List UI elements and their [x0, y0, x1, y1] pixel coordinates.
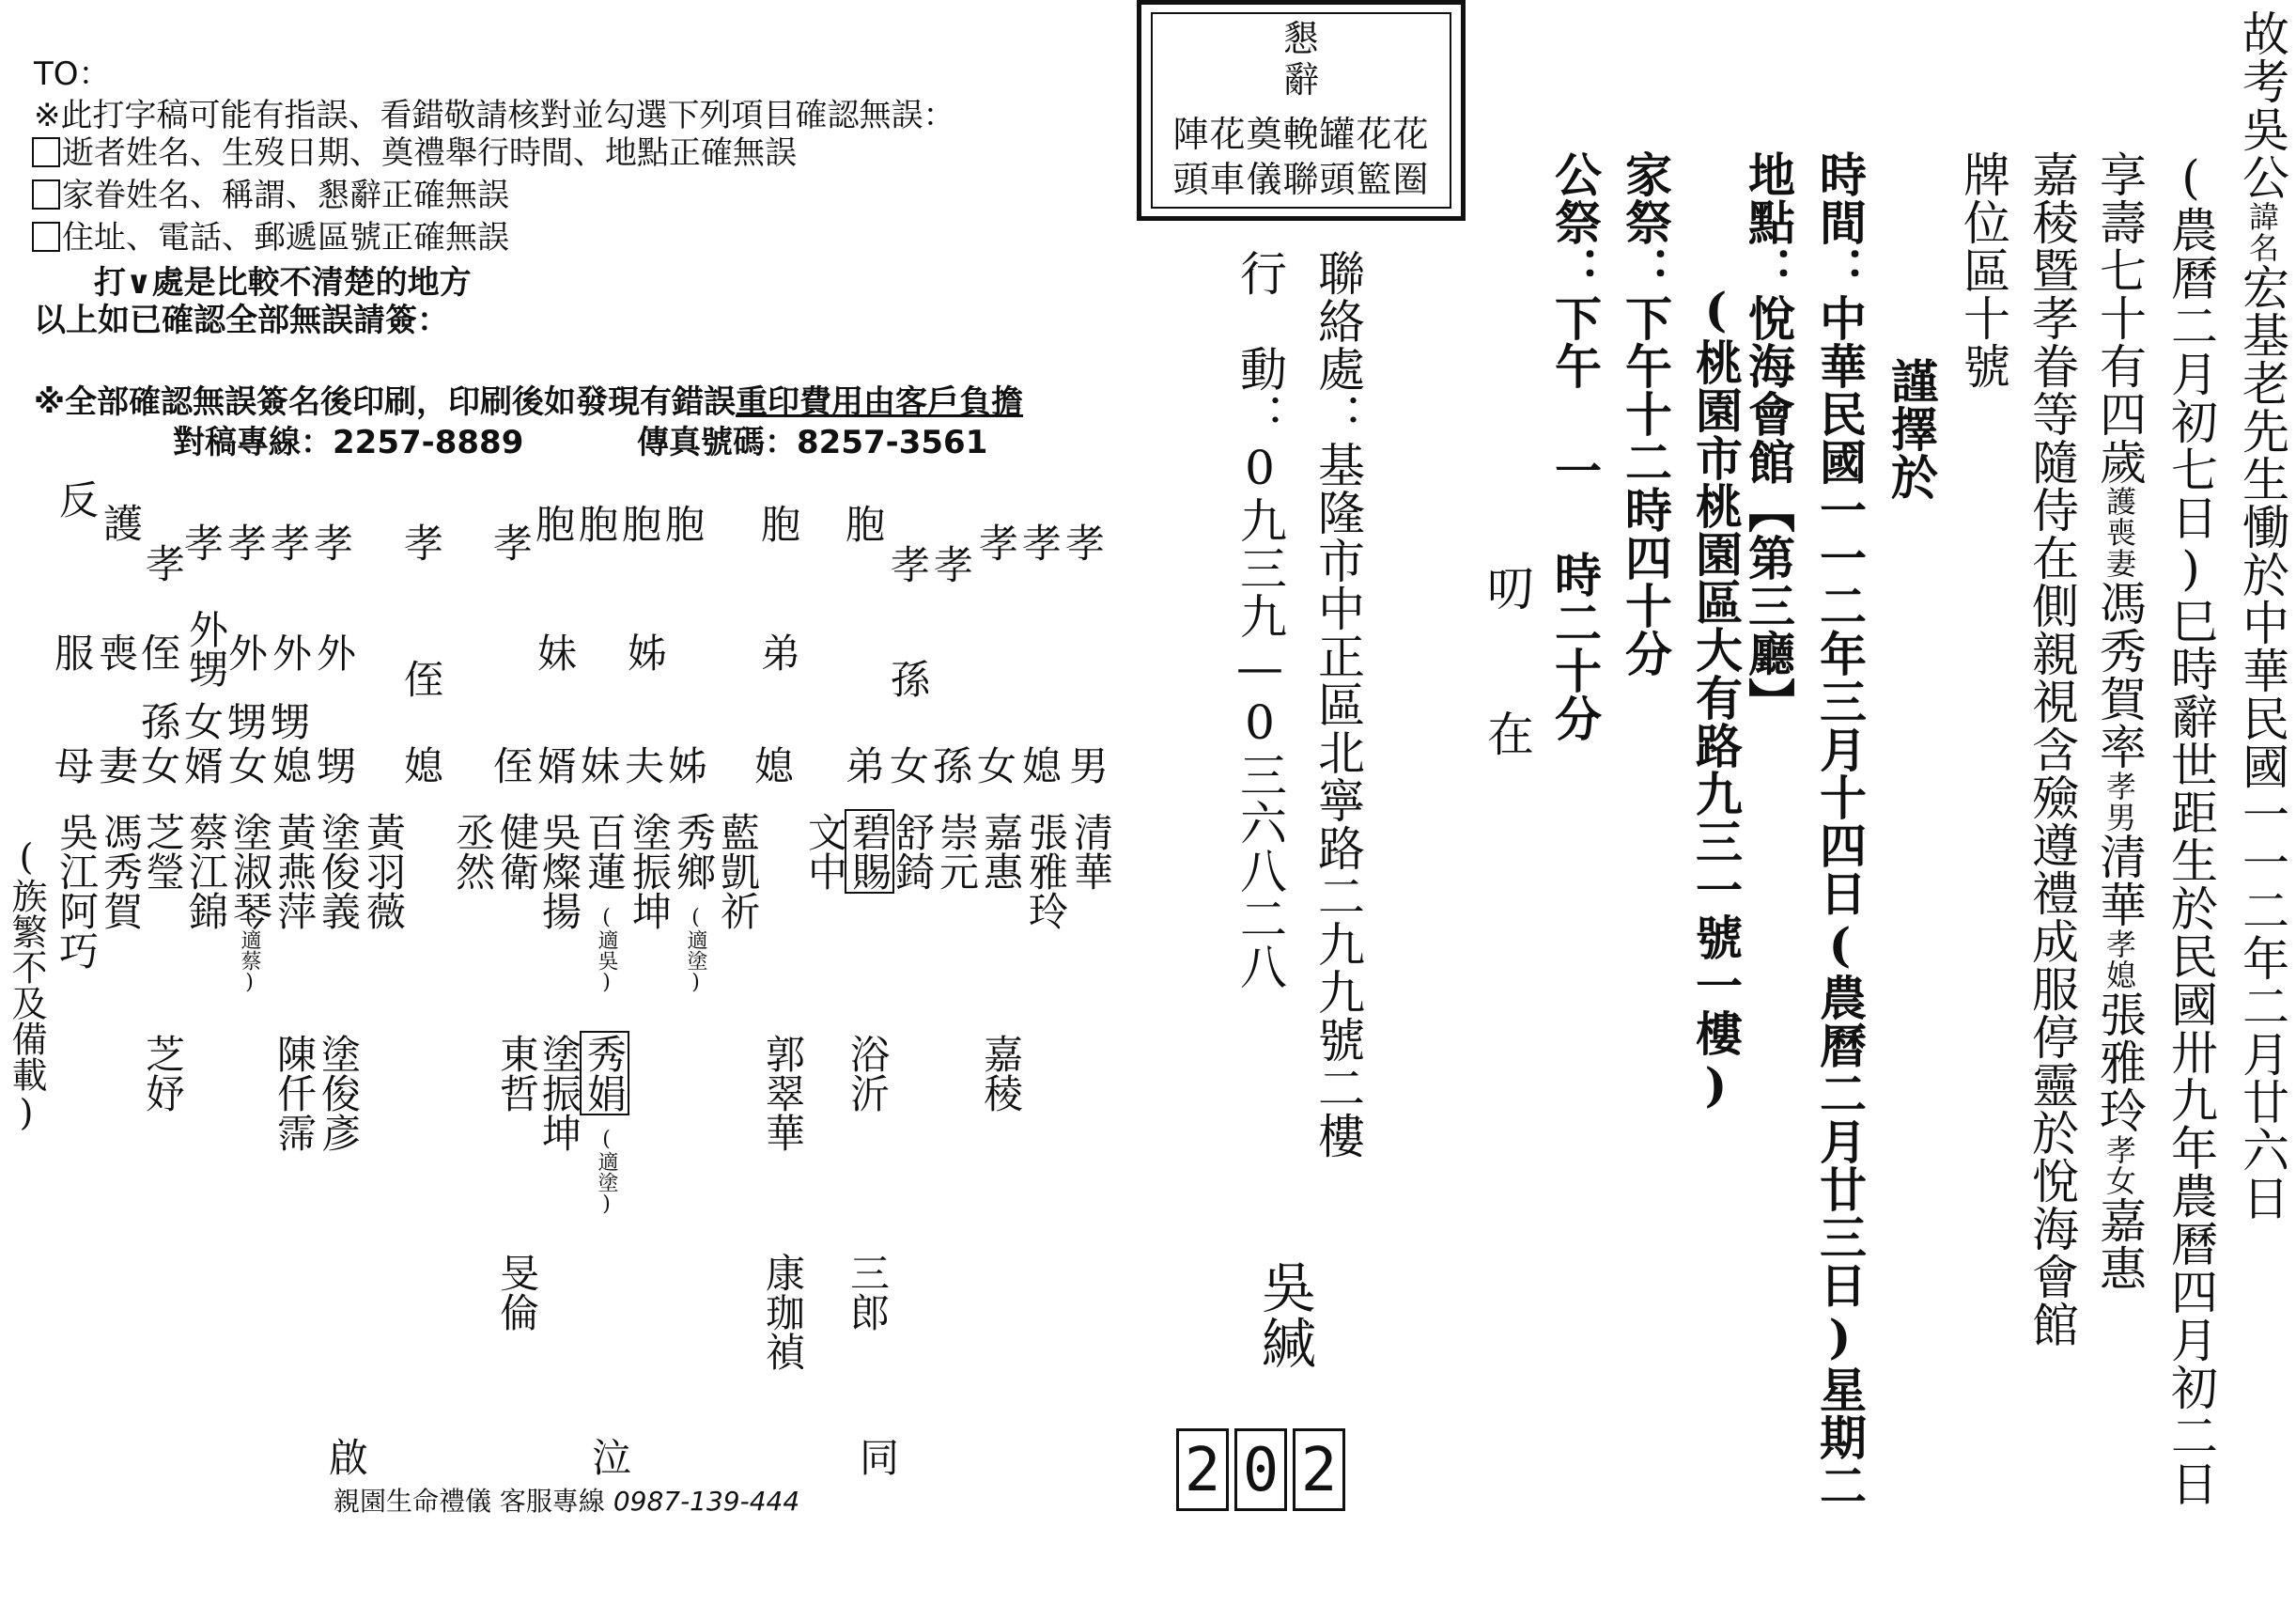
relation-char: 女 [228, 743, 269, 789]
relation-char: 妻 [99, 743, 139, 789]
relation-char: 母 [54, 743, 95, 789]
check-item-3[interactable]: 住址、電話、郵遞區號正確無誤 [32, 216, 509, 259]
header-row-1: 陣花奠輓罐花花 [1172, 114, 1430, 155]
family-name: 秀娟 [582, 1034, 628, 1113]
header-title-1: 懇 [1282, 18, 1319, 59]
code-boxes [1176, 1428, 1351, 1511]
proof-phone: 對稿專線：2257-8889 [173, 424, 524, 461]
family-note: (適蔡) [238, 906, 261, 994]
family-label: 孝 [493, 521, 534, 567]
family-name: 黃燕萍 [271, 812, 318, 930]
family-name: 塗俊義 [316, 812, 362, 930]
family-name: 嘉惠 [978, 812, 1024, 891]
family-label: 護 [98, 503, 144, 542]
family-name: 清華 [1068, 812, 1114, 891]
family-name: 塗振坤 [627, 812, 673, 930]
code-digit: 2 [1293, 1428, 1345, 1511]
family-name: 康珈禎 [760, 1253, 806, 1371]
obit-col-4: 嘉稜暨孝眷等隨侍在側親視含殮遵禮成服停靈於悅海會館 [2025, 150, 2079, 1348]
family-name: 旻倫 [494, 1253, 540, 1332]
check-item-1[interactable]: 逝者姓名、生歿日期、奠禮舉行時間、地點正確無誤 [32, 132, 797, 175]
header-title-2: 辭 [1282, 59, 1319, 101]
footer: 親園生命禮儀 客服專線 0987-139-444 [334, 1486, 800, 1517]
side-note: (族繁不及備載) [6, 836, 47, 1133]
family-label: 胞 [845, 502, 886, 548]
obit-col-3: 享壽七十有四歲護喪妻馮秀賀率孝男清華孝媳張雅玲孝女嘉惠 [2092, 150, 2147, 1292]
funeral-place: 地點：悅海會館【第三廳】 [1741, 150, 1796, 725]
code-digit: 0 [1234, 1428, 1287, 1511]
to-label: TO： [34, 55, 111, 93]
print-warning: ※全部確認無誤簽名後印刷，印刷後如發現有錯誤重印費用由客戶負擔 [34, 383, 1024, 421]
family-name: 芝瑩 [140, 812, 186, 891]
family-name: 崇元 [934, 812, 980, 891]
relation: 孫 [891, 657, 931, 703]
contact-address: 聯絡處：基隆市中正區北寧路二九九號二樓 [1311, 249, 1365, 1160]
relation: 喪 [99, 631, 139, 677]
family-name: 塗振坤 [536, 1034, 582, 1152]
family-name: 東哲 [494, 1034, 540, 1113]
proof-warning: ※此打字稿可能有指誤、看錯敬請核對並勾選下列項目確認無誤： [34, 97, 955, 134]
check-item-2[interactable]: 家眷姓名、稱謂、懇辭正確無誤 [32, 174, 509, 217]
relation-char: 女 [977, 743, 1017, 789]
family-name: 吳江阿巧 [54, 812, 100, 970]
family-label: 孝孝 [891, 542, 978, 588]
sender: 吳緘 [1252, 1259, 1316, 1370]
family-name: 舒錡 [890, 812, 936, 891]
relation: 外 [317, 631, 357, 677]
checkbox-icon[interactable] [32, 137, 60, 167]
funeral-time: 時間：中華民國一一二年三月十四日(農曆二月廿三日)星期二 [1812, 150, 1868, 1509]
family-name: 百蓮 [582, 812, 628, 891]
family-name: 丞然 [450, 812, 496, 891]
family-name: 郭翠華 [760, 1034, 806, 1152]
relation-char: 女 [141, 743, 181, 789]
qi-char: 啟 [329, 1435, 369, 1481]
family-name: 蔡江錦 [183, 812, 229, 930]
relation-char: 媳 [404, 743, 444, 789]
obit-col-2: (農曆二月初七日)巳時辭世距生於民國卅九年農曆四月初二日 [2164, 150, 2218, 1507]
relation-char: 女 [890, 743, 930, 789]
family-label: 胞 [761, 502, 801, 548]
family-note: (適塗) [684, 906, 707, 994]
relation-char: 男 [1069, 743, 1109, 789]
family-name: 嘉稜 [978, 1034, 1024, 1113]
obit-col-5: 牌位區十號 [1956, 150, 2010, 390]
family-name: 藍凱祈 [715, 812, 761, 930]
header-box [1137, 0, 1466, 221]
mobile-number: 行 動：0九三九—0三六八二八 [1233, 249, 1287, 990]
checkbox-icon[interactable] [32, 222, 60, 252]
relation: 姊 [628, 631, 668, 677]
family-name: 三郎 [845, 1253, 891, 1332]
family-name: 芝妤 [140, 1034, 186, 1113]
family-name: 秀鄉 [671, 812, 717, 891]
relation: 弟 [761, 631, 801, 677]
relation-char: 侄 [493, 743, 534, 789]
family-name: 塗俊彥 [316, 1034, 362, 1152]
relation-char: 婿 [184, 743, 225, 789]
relation: 外 [228, 631, 269, 677]
relation-char: 姊 [668, 743, 708, 789]
relation-char: 妹 [581, 743, 621, 789]
relation-char: 媳 [1022, 743, 1063, 789]
qi2-char: 泣 [592, 1435, 632, 1481]
family-label: 孝孝孝孝 [184, 521, 358, 567]
kou-char: 叨 [1480, 564, 1534, 612]
family-label: 孝孝孝 [979, 521, 1109, 567]
relation-char: 媳 [754, 743, 795, 789]
family-name: 文中 [802, 812, 848, 891]
family-name: 健衛 [494, 812, 540, 891]
relation: 外 [272, 631, 313, 677]
obit-col-6: 謹擇於 [1884, 357, 1939, 501]
header-row-2: 頭車儀聯頭籃圈 [1172, 159, 1430, 200]
relation: 侄 [141, 631, 181, 677]
relation-char: 弟 [845, 743, 886, 789]
relation: 侄 [404, 657, 444, 703]
relation-char: 甥 [317, 743, 357, 789]
relation-char: 婿 [537, 743, 578, 789]
family-label: 孝 [140, 543, 186, 583]
relation-char: 孫 [933, 743, 973, 789]
family-name: 碧賜 [846, 812, 892, 891]
relation-char: 夫 [625, 743, 665, 789]
relation: 服 [54, 631, 95, 677]
relation: 孫女甥甥 [141, 699, 315, 745]
mark-hint: 打∨處是比較不清楚的地方 [94, 264, 472, 302]
family-rite: 家祭：下午十二時四十分 [1618, 150, 1673, 678]
family-name: 塗淑琴 [227, 812, 273, 930]
relation: 妹 [537, 631, 578, 677]
fax-number: 傳真號碼：8257-3561 [637, 424, 988, 461]
family-note: (適塗) [595, 1128, 618, 1216]
code-digit: 2 [1176, 1428, 1229, 1511]
family-name: 張雅玲 [1023, 812, 1069, 930]
sign-instruction: 以上如已確認全部無誤請簽： [34, 302, 449, 339]
relation: 外甥 [183, 609, 229, 688]
tong-char: 同 [860, 1435, 900, 1481]
family-label: 反 [54, 479, 100, 519]
obit-col-1: 故考吳公諱名宏基老先生慟於中華民國一一二年二月廿六日 [2235, 9, 2289, 1222]
public-rite: 公祭：下午 一 時二十分 [1547, 150, 1603, 742]
relation-char: 媳 [272, 743, 313, 789]
zai-char: 在 [1480, 709, 1534, 757]
family-name: 吳燦揚 [536, 812, 582, 930]
checkbox-icon[interactable] [32, 179, 60, 210]
family-name: 黃羽薇 [361, 812, 407, 930]
family-name: 陳仟霈 [271, 1034, 318, 1152]
family-note: (適吳) [595, 906, 618, 994]
family-name: 馮秀賀 [98, 812, 144, 930]
family-label: 胞胞胞胞 [535, 502, 709, 548]
funeral-address: (桃園市桃園區大有路九三一號一樓) [1688, 282, 1744, 1114]
family-name: 浴沂 [845, 1034, 891, 1113]
family-label: 孝 [404, 521, 444, 567]
